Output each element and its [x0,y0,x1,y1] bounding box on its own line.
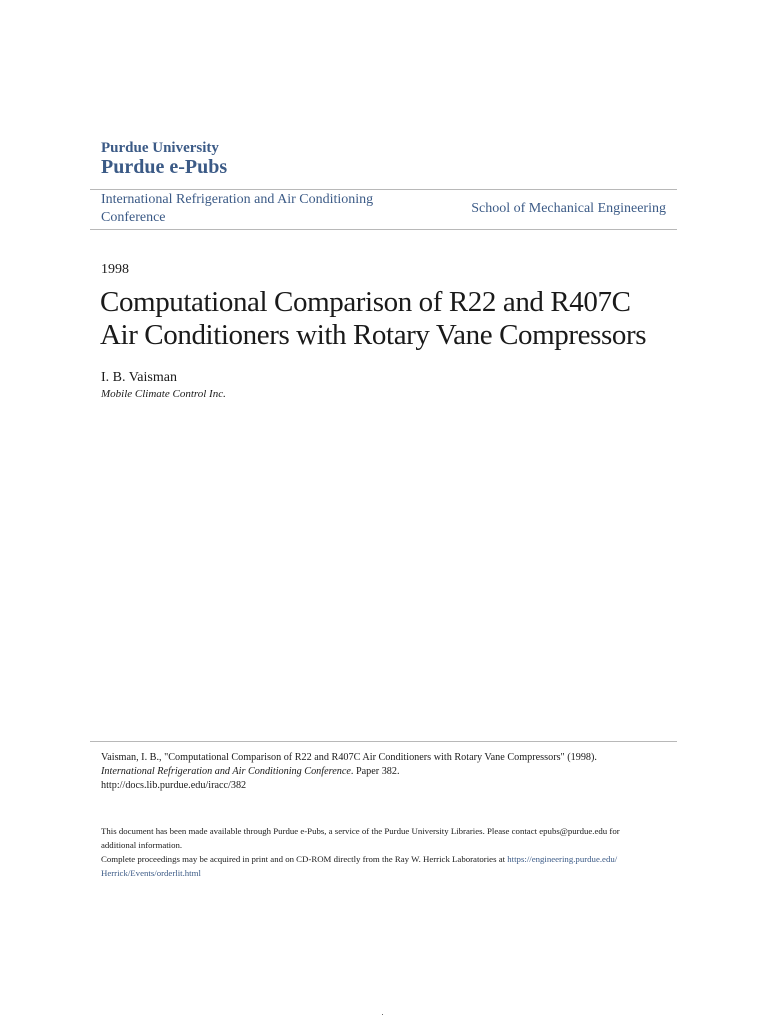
citation-line: Vaisman, I. B., "Computational Comparison of R22 and R407C Air Conditioners with Rotary Vane Compressors" (1998). [101,752,597,763]
purdue-university-link[interactable]: Purdue University [101,140,219,156]
school-link[interactable]: School of Mechanical Engineering [471,201,666,216]
header-bottom-divider [90,229,677,230]
conference-link[interactable] [101,191,401,227]
paper-title-line1: Computational Comparison of R22 and R407C [100,286,631,318]
herrick-link-part1: https://engineering.purdue.edu/ [507,854,618,864]
citation-url: http://docs.lib.purdue.edu/iracc/382 [101,780,247,791]
citation-divider [90,741,677,742]
conference-link-line2: Conference [101,210,166,225]
notice-line1: This document has been made available through Purdue e-Pubs, a service of the Purdue University Libraries. Please contact epubs@purdue.edu for [101,826,620,836]
herrick-link-part2: Herrick/Events/orderlit.html [101,868,201,878]
author-name: I. B. Vaisman [101,370,177,385]
citation-venue: International Refrigeration and Air Conditioning Conference [101,766,351,777]
paper-title [100,286,700,352]
citation-paper-number: . Paper 382. [350,766,400,777]
citation-block [101,751,676,793]
paper-title-line2: Air Conditioners with Rotary Vane Compressors [100,319,647,351]
header-top-divider [90,189,677,190]
page-mark [382,1014,383,1015]
author-affiliation: Mobile Climate Control Inc. [101,388,226,400]
publication-year: 1998 [101,262,129,277]
availability-notice [101,824,676,880]
notice-line2: additional information. [101,840,183,850]
conference-link-line1: International Refrigeration and Air Conditioning [101,192,374,207]
purdue-epubs-link[interactable]: Purdue e-Pubs [101,156,228,178]
notice-line3: Complete proceedings may be acquired in print and on CD-ROM directly from the Ray W. Herrick Laboratories at [101,854,508,864]
